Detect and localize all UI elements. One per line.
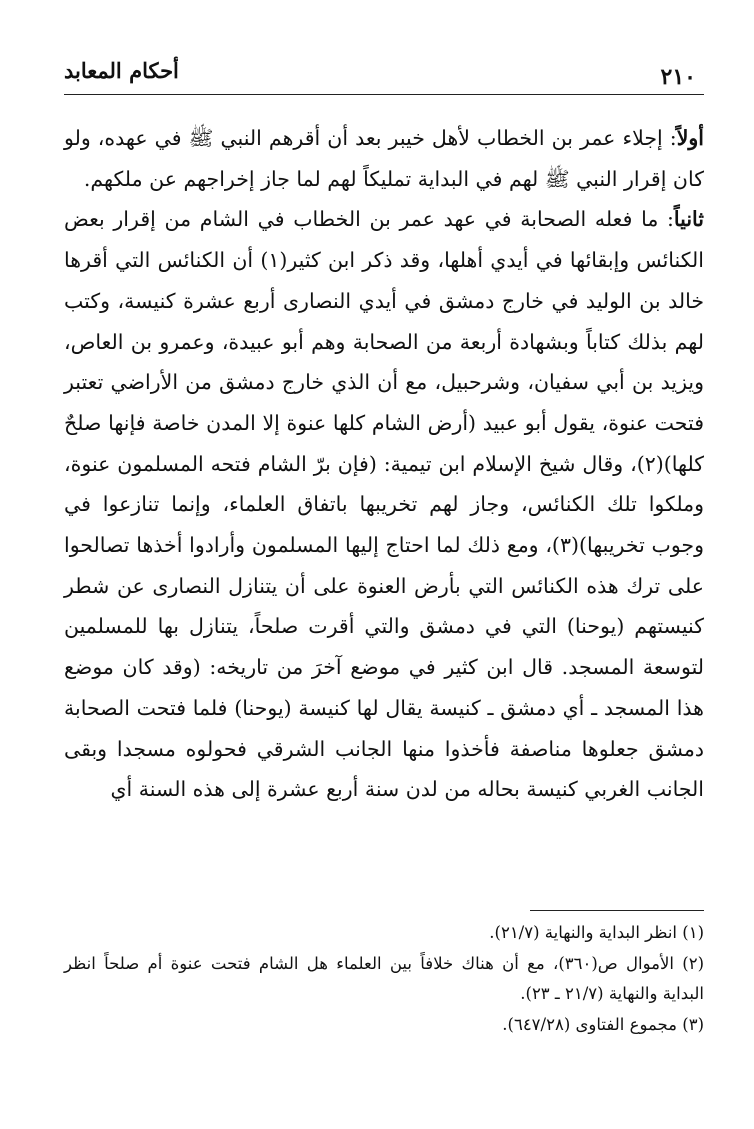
paragraph-second-text: : ما فعله الصحابة في عهد عمر بن الخطاب في الشام من إقرار بعض الكنائس وإبقائها في أيدي أهلها، وقد ذكر ابن كثير(١) أن الكنائس التي أقرها خالد بن الوليد في خارج دمشق في أيدي النصارى أربع عشرة كنيسة، وكتب لهم بذلك كتاباً وبشهادة أربعة من الصحابة وهم أبو عبيدة، وعمرو بن العاص، ويزيد بن أبي سفيان، وشرحبيل، مع أن الذي خارج دمشق من الأراضي تعتبر فتحت عنوة، يقول أبو عبيد (أرض الشام كلها عنوة إلا المدن خاصة فإنها صلحٌ كلها)(٢)، وقال شيخ الإسلام ابن تيمية: (فإن برّ الشام فتحه المسلمون عنوة، وملكوا تلك الكنائس، وجاز لهم تخريبها باتفاق العلماء، وإنما تنازعوا في وجوب تخريبها)(٣)، ومع ذلك لما احتاج إليها المسلمون وأرادوا أخذها تصالحوا على ترك هذه الكنائس التي بأرض العنوة على أن يتنازل النصارى عن شطر كنيستهم (يوحنا) التي في دمشق والتي أقرت صلحاً، يتنازل بها للمسلمين لتوسعة المسجد. قال ابن كثير في موضع آخرَ من تاريخه: (وقد كان موضع هذا المسجد ـ أي دمشق ـ كنيسة يقال لها كنيسة (يوحنا) فلما فتحت الصحابة دمشق جعلوها مناصفة فأخذوا منها الجانب الشرقي فحولوه مسجدا وبقى الجانب الغربي كنيسة بحاله من لدن سنة أربع عشرة إلى هذه السنة أي [64,207,705,802]
footnote-1: (١) انظر البداية والنهاية (٢١/٧). [489,923,704,942]
footnote-2: (٢) الأموال ص(٣٦٠)، مع أن هناك خلافاً بين العلماء هل الشام فتحت عنوة أم صلحاً انظر البداية والنهاية (٢١/٧ ـ ٢٣). [64,953,704,1003]
paragraph-first-lead: أولاً [676,126,704,150]
paragraph-second [64,199,704,810]
page-header [64,56,704,95]
paragraph-second-lead: ثانياً [673,207,704,232]
footnotes [64,918,704,1040]
page-number: ٢١٠ [660,64,696,90]
footnote-separator [530,910,704,911]
main-text [64,118,704,810]
footnote-3: (٣) مجموع الفتاوى (٦٤٧/٢٨). [502,1014,704,1034]
paragraph-first [64,118,704,199]
paragraph-first-text: : إجلاء عمر بن الخطاب لأهل خيبر بعد أن أقرهم النبي ﷺ في عهده، ولو كان إقرار النبي ﷺ لهم في البداية تمليكاً لهم لما جاز إخراجهم عن ملكهم. [64,126,704,191]
running-title: أحكام المعابد [64,58,179,83]
